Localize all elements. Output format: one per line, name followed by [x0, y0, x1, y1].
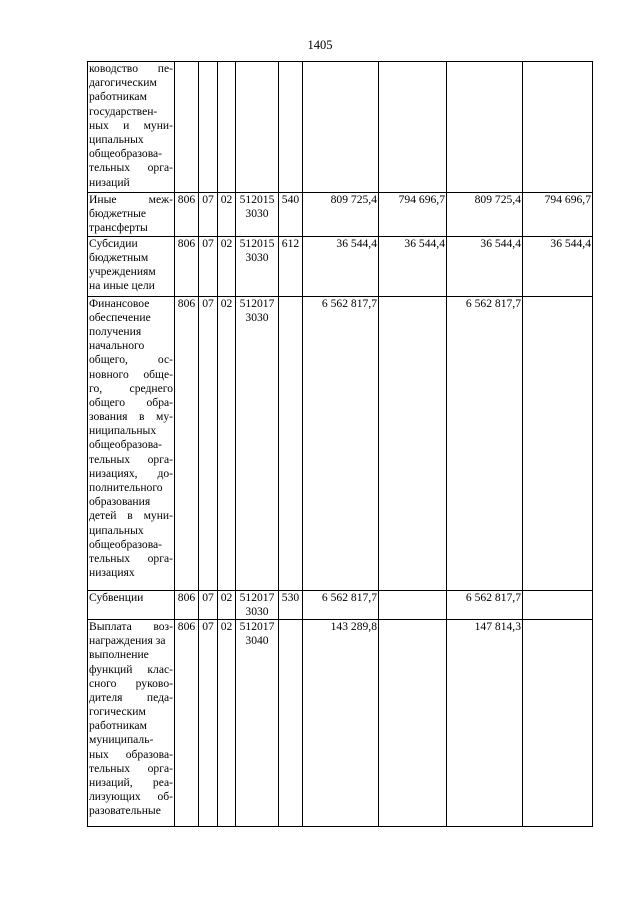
expense-type-code — [279, 296, 303, 590]
table-row — [88, 236, 593, 296]
expense-name-line: ципальных — [89, 523, 144, 537]
ministry-code: 806 — [175, 236, 199, 296]
section-code: 07 — [199, 619, 218, 826]
expense-name-line: получения — [89, 324, 142, 338]
expense-name-line: Субсидии — [89, 236, 138, 250]
ministry-code: 806 — [175, 193, 199, 237]
expense-name-line: тельных орга- — [89, 551, 173, 565]
expense-name-line: дителя педа- — [89, 690, 173, 704]
amount-cell — [523, 296, 593, 590]
expense-type-code: 530 — [279, 590, 303, 619]
budget-table — [87, 61, 593, 827]
table-row — [88, 193, 593, 237]
target-article-code: 512015 3030 — [236, 193, 279, 237]
subsection-code: 02 — [218, 619, 236, 826]
expense-name — [88, 236, 175, 296]
expense-name-line: ниципальных — [89, 424, 157, 438]
expense-name-line: трансферты — [89, 221, 148, 235]
expense-name-line: низаций — [89, 175, 130, 189]
expense-type-code — [279, 619, 303, 826]
expense-name-line: зования в му- — [89, 410, 173, 424]
page-number: 1405 — [307, 38, 333, 52]
amount-cell — [379, 296, 447, 590]
expense-name-line: низациях — [89, 566, 135, 580]
expense-name-line: разовательные — [89, 804, 161, 818]
expense-name-line: общего обра- — [89, 395, 173, 409]
amount-cell: 794 696,7 — [379, 193, 447, 237]
expense-name-line: ных образова- — [89, 747, 173, 761]
expense-type-code: 540 — [279, 193, 303, 237]
amount-cell: 6 562 817,7 — [303, 590, 379, 619]
expense-name-line: низаций, реа- — [89, 776, 173, 789]
expense-name-line: низациях, до- — [89, 466, 173, 480]
section-code: 07 — [199, 296, 218, 590]
expense-name — [88, 296, 175, 590]
expense-name-line: Выплата воз- — [89, 619, 173, 633]
amount-cell — [379, 590, 447, 619]
amount-cell: 794 696,7 — [523, 193, 593, 237]
amount-cell: 147 814,3 — [447, 619, 523, 826]
table-row — [88, 590, 593, 619]
subsection-code: 02 — [218, 236, 236, 296]
expense-type-code: 612 — [279, 236, 303, 296]
section-code — [199, 62, 218, 193]
expense-name-line: ководство пе- — [89, 62, 173, 75]
amount-cell: 36 544,4 — [379, 236, 447, 296]
expense-name-line: ных и муни- — [89, 118, 173, 132]
table-row — [88, 296, 593, 590]
expense-name-line: общего, ос- — [89, 353, 173, 367]
amount-cell: 36 544,4 — [303, 236, 379, 296]
subsection-code: 02 — [218, 193, 236, 237]
section-code: 07 — [199, 236, 218, 296]
expense-name-line: бюджетным — [89, 250, 149, 264]
section-code: 07 — [199, 590, 218, 619]
expense-name-line: Иные меж- — [89, 193, 173, 206]
expense-name-line: дагогическим — [89, 76, 157, 90]
expense-name-line: гогическим — [89, 705, 146, 719]
target-article-code: 512017 3040 — [236, 619, 279, 826]
expense-name-line: общеобразова- — [89, 438, 163, 452]
amount-cell: 143 289,8 — [303, 619, 379, 826]
ministry-code: 806 — [175, 296, 199, 590]
ministry-code: 806 — [175, 590, 199, 619]
amount-cell — [523, 590, 593, 619]
expense-name — [88, 62, 175, 193]
subsection-code: 02 — [218, 590, 236, 619]
expense-name-line: общеобразова- — [89, 537, 163, 551]
expense-name-line: Финансовое — [89, 296, 150, 310]
expense-name-line: Субвенции — [89, 590, 144, 604]
subsection-code — [218, 62, 236, 193]
expense-name-line: бюджетные — [89, 207, 147, 221]
expense-name-line: государствен- — [89, 104, 158, 118]
expense-name-line: общеобразова- — [89, 147, 163, 161]
expense-name-line: учреждениям — [89, 264, 156, 278]
ministry-code — [175, 62, 199, 193]
expense-name-line: тельных орга- — [89, 161, 173, 175]
expense-name-line: выполнение — [89, 648, 149, 662]
expense-name-line: тельных орга- — [89, 452, 173, 466]
expense-name-line: работникам — [89, 719, 147, 733]
expense-name-line: лизующих об- — [89, 790, 173, 804]
amount-cell — [303, 62, 379, 193]
expense-name — [88, 590, 175, 619]
amount-cell — [447, 62, 523, 193]
table-row — [88, 62, 593, 193]
target-article-code: 512017 3030 — [236, 590, 279, 619]
ministry-code: 806 — [175, 619, 199, 826]
amount-cell: 36 544,4 — [447, 236, 523, 296]
expense-name-line: ципальных — [89, 132, 144, 146]
expense-type-code — [279, 62, 303, 193]
amount-cell: 6 562 817,7 — [303, 296, 379, 590]
amount-cell: 6 562 817,7 — [447, 296, 523, 590]
expense-name — [88, 619, 175, 826]
expense-name-line: сного руково- — [89, 676, 173, 690]
expense-name-line: работникам — [89, 90, 147, 104]
amount-cell: 809 725,4 — [303, 193, 379, 237]
expense-name — [88, 193, 175, 237]
amount-cell — [379, 62, 447, 193]
expense-name-line: полнительного — [89, 481, 163, 494]
target-article-code — [236, 62, 279, 193]
expense-name-line: детей в муни- — [89, 509, 173, 523]
expense-name-line: обеспечение — [89, 310, 151, 324]
table-row — [88, 619, 593, 826]
expense-name-line: образования — [89, 495, 151, 509]
amount-cell: 6 562 817,7 — [447, 590, 523, 619]
expense-name-line: на иные цели — [89, 279, 155, 293]
amount-cell: 36 544,4 — [523, 236, 593, 296]
expense-name-line: функций клас- — [89, 662, 173, 676]
amount-cell — [523, 619, 593, 826]
amount-cell — [523, 62, 593, 193]
subsection-code: 02 — [218, 296, 236, 590]
expense-name-line: новного обще- — [89, 367, 173, 381]
amount-cell — [379, 619, 447, 826]
section-code: 07 — [199, 193, 218, 237]
expense-name-line: тельных орга- — [89, 761, 173, 775]
expense-name-line: начального — [89, 339, 145, 353]
expense-name-line: награждения за — [89, 634, 166, 648]
amount-cell: 809 725,4 — [447, 193, 523, 237]
expense-name-line: го, среднего — [89, 381, 173, 395]
target-article-code: 512015 3030 — [236, 236, 279, 296]
target-article-code: 512017 3030 — [236, 296, 279, 590]
expense-name-line: муниципаль- — [89, 733, 154, 747]
